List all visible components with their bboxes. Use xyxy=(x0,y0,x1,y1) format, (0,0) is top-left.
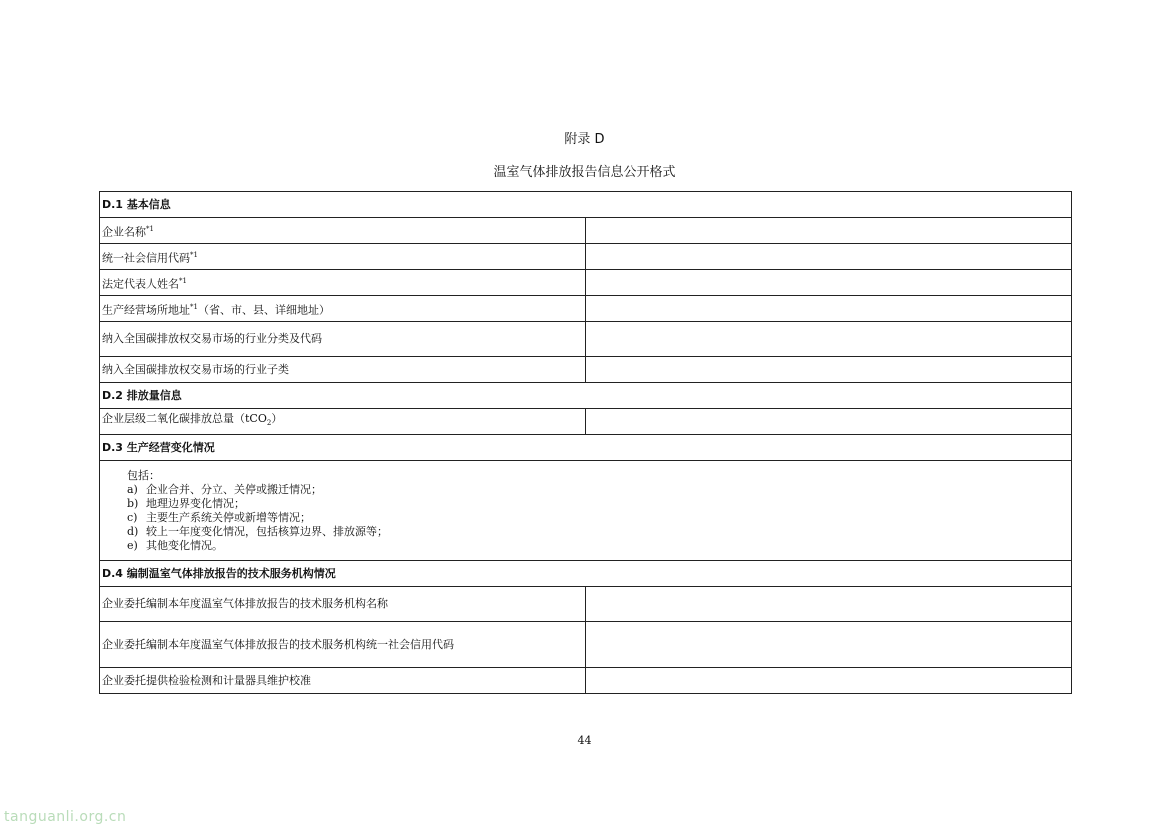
legal-representative-label: 法定代表人姓名$^{*1}$ xyxy=(100,270,586,296)
inspection-calibration-value[interactable] xyxy=(586,668,1072,694)
credit-code-value[interactable] xyxy=(586,244,1072,270)
address-value[interactable] xyxy=(586,296,1072,322)
table-row xyxy=(100,270,1072,296)
appendix-heading: 附录 D xyxy=(564,132,605,147)
industry-classification-value[interactable] xyxy=(586,322,1072,357)
address-label: 生产经营场所地址$^{*1}$（省、市、县、详细地址） xyxy=(100,296,586,322)
list-item: c) 主要生产系统关停或新增等情况； xyxy=(127,510,311,524)
production-changes-cell[interactable] xyxy=(100,461,1072,561)
changes-intro: 包括： xyxy=(127,468,160,482)
table-row xyxy=(100,587,1072,622)
service-agency-name-label: 企业委托编制本年度温室气体排放报告的技术服务机构名称 xyxy=(100,587,586,622)
table-row xyxy=(100,357,1072,383)
table-row xyxy=(100,296,1072,322)
credit-code-label: 统一社会信用代码$^{*1}$ xyxy=(100,244,586,270)
service-agency-name-value[interactable] xyxy=(586,587,1072,622)
table-row xyxy=(100,409,1072,435)
inspection-calibration-label: 企业委托提供检验检测和计量器具维护校准 xyxy=(100,668,586,694)
industry-subclass-label: 纳入全国碳排放权交易市场的行业子类 xyxy=(100,357,586,383)
service-agency-code-label: 企业委托编制本年度温室气体排放报告的技术服务机构统一社会信用代码 xyxy=(100,622,586,668)
list-item: e) 其他变化情况。 xyxy=(127,538,223,552)
enterprise-name-label: 企业名称$^{*1}$ xyxy=(100,218,586,244)
enterprise-name-value[interactable] xyxy=(586,218,1072,244)
table-row xyxy=(100,622,1072,668)
service-agency-code-value[interactable] xyxy=(586,622,1072,668)
disclosure-form-table xyxy=(99,191,1072,694)
section-d1-heading: D.1 基本信息 xyxy=(100,192,1072,218)
list-item: b) 地理边界变化情况； xyxy=(127,496,245,510)
table-row xyxy=(100,218,1072,244)
table-row xyxy=(100,244,1072,270)
list-item: d) 较上一年度变化情况，包括核算边界、排放源等； xyxy=(127,524,388,538)
industry-subclass-value[interactable] xyxy=(586,357,1072,383)
co2-total-label: 企业层级二氧化碳排放总量（tCO$_2$） xyxy=(100,409,586,435)
co2-total-value[interactable] xyxy=(586,409,1072,435)
section-d4-heading: D.4 编制温室气体排放报告的技术服务机构情况 xyxy=(100,561,1072,587)
watermark-text: tanguanli.org.cn xyxy=(4,809,127,825)
section-d2-heading: D.2 排放量信息 xyxy=(100,383,1072,409)
table-row xyxy=(100,668,1072,694)
legal-representative-value[interactable] xyxy=(586,270,1072,296)
table-row xyxy=(100,322,1072,357)
industry-classification-label: 纳入全国碳排放权交易市场的行业分类及代码 xyxy=(100,322,586,357)
document-title: 温室气体排放报告信息公开格式 xyxy=(493,165,676,180)
list-item: a) 企业合并、分立、关停或搬迁情况； xyxy=(127,482,322,496)
section-d3-heading: D.3 生产经营变化情况 xyxy=(100,435,1072,461)
page-number: 44 xyxy=(577,734,592,747)
